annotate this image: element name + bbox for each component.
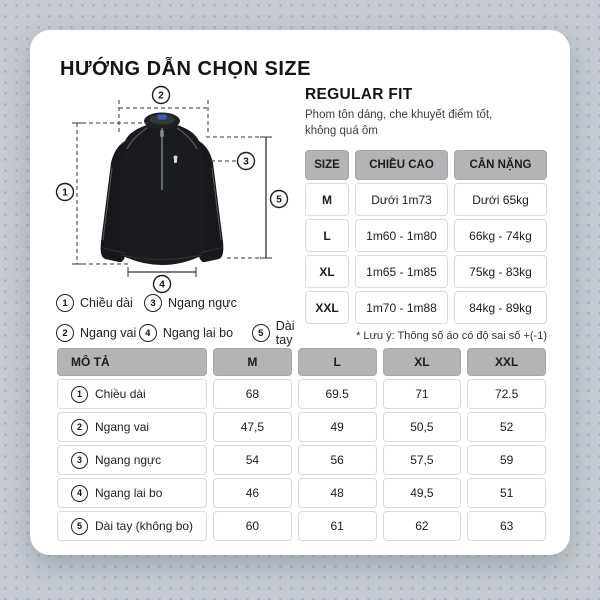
measure-number-circle: 5 [71,518,88,535]
legend-label: Ngang ngực [168,296,237,310]
fit-heading: REGULAR FIT [305,86,413,103]
legend-label: Chiều dài [80,296,133,310]
legend-item-5 [252,319,311,347]
disclaimer-note: * Lưu ý: Thông số áo có độ sai số +(-1) [356,330,547,343]
shirt-zipper-pull [160,130,164,137]
size-table-cell: 1m70 - 1m88 [355,291,448,324]
measure-table-row [57,478,546,508]
measure-number-circle: 1 [71,386,88,403]
callout-2-number: 2 [158,90,164,102]
shirt-illustration [101,113,224,266]
size-table-cell: 66kg - 74kg [454,219,547,252]
measure-value-cell: 49 [298,412,377,442]
size-table-cell: XL [305,255,349,288]
size-height-weight-table [305,150,547,324]
legend-item-3 [144,294,264,312]
size-table-row [305,255,547,288]
callout-1 [57,184,74,201]
measure-value-cell: 61 [298,511,377,541]
callout-5 [271,191,288,208]
measure-value-cell: 59 [467,445,546,475]
fit-description-line2: không quá ôm [305,125,378,138]
measure-row-label-cell [57,511,207,541]
size-table-header-0: SIZE [305,150,349,180]
legend-number-circle: 3 [144,294,162,312]
fit-description [305,107,547,139]
legend-item-1 [56,294,144,312]
measure-row-label-cell [57,478,207,508]
measure-number-circle: 2 [71,419,88,436]
fit-description-line1: Phom tôn dáng, che khuyết điểm tốt, [305,109,493,121]
measure-row-label: Dài tay (không bo) [95,519,194,533]
size-table-cell: 84kg - 89kg [454,291,547,324]
legend-item-4 [139,324,252,342]
measure-row-label: Ngang ngực [95,453,162,467]
legend-label: Ngang lai bo [162,326,234,340]
measure-value-cell: 50,5 [383,412,462,442]
size-table-row [305,183,547,216]
fit-info-column [305,86,547,342]
measure-table-header-4: XXL [467,348,546,376]
measure-value-cell: 60 [213,511,292,541]
callout-2 [153,87,170,104]
size-table-row [305,219,547,252]
size-table-cell: L [305,219,349,252]
measure-number-circle: 3 [71,452,88,469]
legend-number-circle: 5 [252,324,270,342]
measure-value-cell: 71 [383,379,462,409]
measure-value-cell: 48 [298,478,377,508]
measure-row-label: Ngang lai bo [95,486,163,500]
measure-value-cell: 49,5 [383,478,462,508]
measure-table-row [57,379,546,409]
size-table-header-1: CHIỀU CAO [355,150,448,180]
measure-value-cell: 69.5 [298,379,377,409]
measure-row-label-cell [57,412,207,442]
measure-value-cell: 57,5 [383,445,462,475]
size-table-cell: 1m60 - 1m80 [355,219,448,252]
legend-number-circle: 2 [56,324,74,342]
shirt-chest-logo-base [174,159,177,164]
measure-value-cell: 46 [213,478,292,508]
measure-table-header-3: XL [383,348,462,376]
legend-label: Ngang vai [80,326,137,340]
callout-3 [238,153,255,170]
callout-5-number: 5 [276,194,282,206]
measurement-values-table [57,348,546,544]
measure-table-row [57,412,546,442]
legend-item-2 [56,324,139,342]
size-table-cell: Dưới 65kg [454,183,547,216]
size-table-header-2: CÂN NẶNG [454,150,547,180]
measure-table-header-0: MÔ TẢ [57,348,207,376]
measure-value-cell: 56 [298,445,377,475]
measure-row-label: Chiều dài [95,387,146,401]
measure-value-cell: 51 [467,478,546,508]
size-table-cell: XXL [305,291,349,324]
measure-table-row [57,511,546,541]
measure-value-cell: 54 [213,445,292,475]
measure-row-label: Ngang vai [95,420,150,434]
measure-value-cell: 62 [383,511,462,541]
measure-number-circle: 4 [71,485,88,502]
page-title: HƯỚNG DẪN CHỌN SIZE [60,58,311,80]
measure-row-label-cell [57,445,207,475]
legend-row [56,294,311,312]
measure-table-row [57,445,546,475]
measure-value-cell: 63 [467,511,546,541]
legend-row [56,319,311,347]
callout-4 [154,276,171,293]
size-table-cell: 1m65 - 1m85 [355,255,448,288]
measure-value-cell: 72.5 [467,379,546,409]
size-table-header-row [305,150,547,180]
measure-value-cell: 47,5 [213,412,292,442]
measure-table-header-2: L [298,348,377,376]
measure-value-cell: 52 [467,412,546,442]
size-table-cell: M [305,183,349,216]
size-guide-card [30,30,570,555]
measurement-legend [56,294,311,354]
size-table-row [305,291,547,324]
callout-3-number: 3 [243,156,249,168]
size-table-cell: Dưới 1m73 [355,183,448,216]
callout-1-number: 1 [62,187,68,199]
legend-number-circle: 4 [139,324,157,342]
callout-4-number: 4 [159,279,165,291]
legend-label: Dài tay [275,319,295,347]
size-table-cell: 75kg - 83kg [454,255,547,288]
measure-table-header-row [57,348,546,376]
measure-value-cell: 68 [213,379,292,409]
legend-number-circle: 1 [56,294,74,312]
measure-table-header-1: M [213,348,292,376]
measure-row-label-cell [57,379,207,409]
shirt-measurement-diagram [46,84,296,294]
shirt-collar-tag [158,115,167,120]
